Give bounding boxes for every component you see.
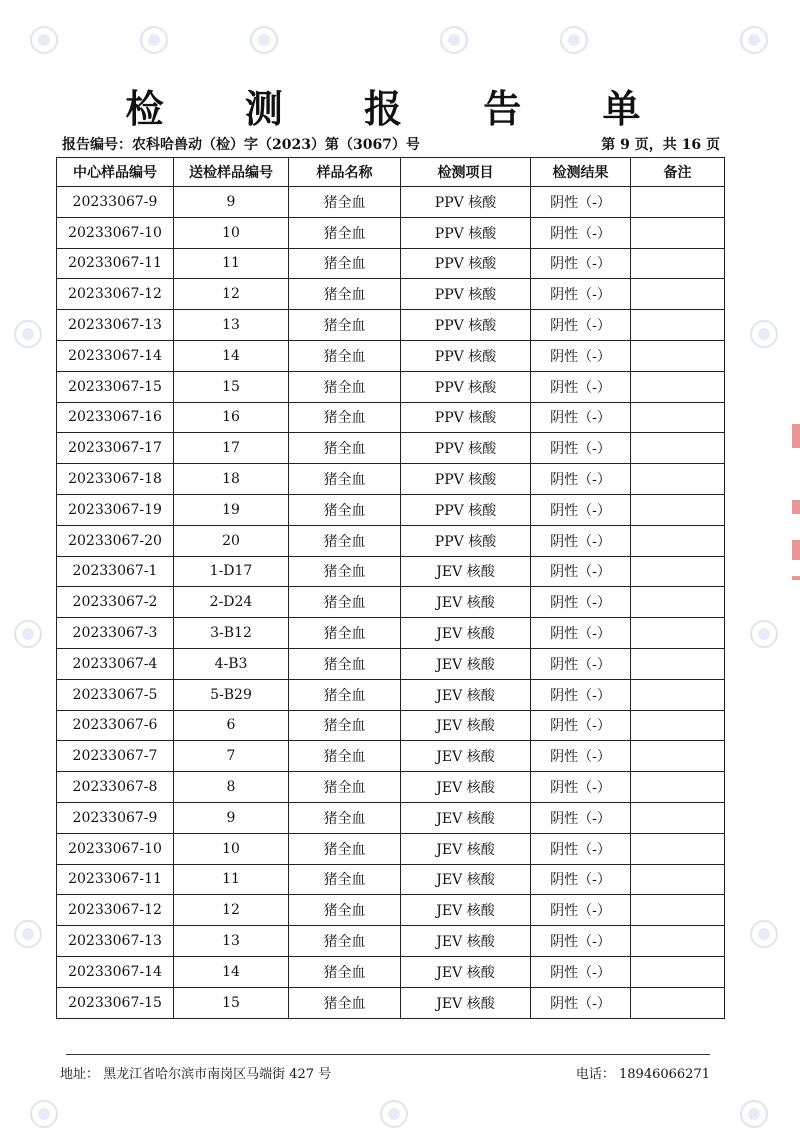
cell-test-result: 阴性（-）	[531, 217, 631, 248]
cell-test-item: JEV 核酸	[401, 710, 531, 741]
cell-remarks	[631, 895, 725, 926]
cell-submitted-sample-no: 13	[174, 310, 289, 341]
cell-test-result: 阴性（-）	[531, 248, 631, 279]
cell-remarks	[631, 926, 725, 957]
table-row	[57, 956, 725, 987]
cell-center-sample-no: 20233067-9	[57, 187, 174, 218]
cell-test-result: 阴性（-）	[531, 464, 631, 495]
cell-submitted-sample-no: 16	[174, 402, 289, 433]
cell-center-sample-no: 20233067-18	[57, 464, 174, 495]
table-row	[57, 833, 725, 864]
cell-remarks	[631, 310, 725, 341]
cell-submitted-sample-no: 20	[174, 525, 289, 556]
cell-submitted-sample-no: 19	[174, 494, 289, 525]
cell-sample-name: 猪全血	[289, 833, 401, 864]
cell-sample-name: 猪全血	[289, 402, 401, 433]
cell-sample-name: 猪全血	[289, 217, 401, 248]
watermark-logo-icon	[140, 26, 168, 54]
watermark-logo-icon	[740, 1100, 768, 1128]
header-center-sample-no: 中心样品编号	[57, 158, 174, 187]
cell-test-result: 阴性（-）	[531, 310, 631, 341]
cell-remarks	[631, 833, 725, 864]
cell-center-sample-no: 20233067-3	[57, 618, 174, 649]
cell-remarks	[631, 587, 725, 618]
table-row	[57, 340, 725, 371]
cell-center-sample-no: 20233067-8	[57, 772, 174, 803]
watermark-logo-icon	[14, 320, 42, 348]
cell-remarks	[631, 802, 725, 833]
cell-sample-name: 猪全血	[289, 648, 401, 679]
table-row	[57, 987, 725, 1018]
cell-test-item: JEV 核酸	[401, 587, 531, 618]
cell-test-result: 阴性（-）	[531, 618, 631, 649]
cell-sample-name: 猪全血	[289, 494, 401, 525]
table-row	[57, 279, 725, 310]
cell-test-item: PPV 核酸	[401, 494, 531, 525]
table-row	[57, 710, 725, 741]
cell-sample-name: 猪全血	[289, 895, 401, 926]
cell-test-item: PPV 核酸	[401, 371, 531, 402]
cell-test-item: JEV 核酸	[401, 956, 531, 987]
cell-submitted-sample-no: 18	[174, 464, 289, 495]
cell-remarks	[631, 494, 725, 525]
table-header-row	[57, 158, 725, 187]
cell-center-sample-no: 20233067-5	[57, 679, 174, 710]
cell-test-result: 阴性（-）	[531, 956, 631, 987]
header-remarks: 备注	[631, 158, 725, 187]
table-row	[57, 371, 725, 402]
cell-test-item: JEV 核酸	[401, 556, 531, 587]
cell-test-result: 阴性（-）	[531, 833, 631, 864]
watermark-logo-icon	[740, 26, 768, 54]
cell-submitted-sample-no: 17	[174, 433, 289, 464]
cell-sample-name: 猪全血	[289, 926, 401, 957]
cell-remarks	[631, 248, 725, 279]
cell-sample-name: 猪全血	[289, 679, 401, 710]
cell-test-item: PPV 核酸	[401, 402, 531, 433]
cell-center-sample-no: 20233067-2	[57, 587, 174, 618]
cell-center-sample-no: 20233067-13	[57, 926, 174, 957]
footer-divider	[66, 1054, 710, 1055]
cell-submitted-sample-no: 15	[174, 987, 289, 1018]
cell-sample-name: 猪全血	[289, 310, 401, 341]
cell-sample-name: 猪全血	[289, 587, 401, 618]
cell-sample-name: 猪全血	[289, 187, 401, 218]
cell-center-sample-no: 20233067-10	[57, 833, 174, 864]
cell-test-item: PPV 核酸	[401, 340, 531, 371]
cell-test-item: JEV 核酸	[401, 895, 531, 926]
cell-submitted-sample-no: 3-B12	[174, 618, 289, 649]
cell-remarks	[631, 679, 725, 710]
cell-test-item: PPV 核酸	[401, 433, 531, 464]
cell-test-item: PPV 核酸	[401, 248, 531, 279]
cell-center-sample-no: 20233067-7	[57, 741, 174, 772]
table-row	[57, 926, 725, 957]
seal-edge-mark	[792, 424, 800, 448]
cell-center-sample-no: 20233067-15	[57, 987, 174, 1018]
cell-submitted-sample-no: 9	[174, 802, 289, 833]
cell-test-item: JEV 核酸	[401, 926, 531, 957]
cell-submitted-sample-no: 11	[174, 248, 289, 279]
header-sample-name: 样品名称	[289, 158, 401, 187]
cell-test-item: PPV 核酸	[401, 217, 531, 248]
table-row	[57, 433, 725, 464]
cell-center-sample-no: 20233067-1	[57, 556, 174, 587]
cell-sample-name: 猪全血	[289, 772, 401, 803]
table-row	[57, 802, 725, 833]
table-row	[57, 587, 725, 618]
cell-sample-name: 猪全血	[289, 279, 401, 310]
cell-sample-name: 猪全血	[289, 248, 401, 279]
watermark-logo-icon	[380, 1100, 408, 1128]
cell-test-result: 阴性（-）	[531, 679, 631, 710]
cell-test-item: JEV 核酸	[401, 679, 531, 710]
cell-remarks	[631, 279, 725, 310]
cell-submitted-sample-no: 14	[174, 956, 289, 987]
cell-sample-name: 猪全血	[289, 864, 401, 895]
cell-remarks	[631, 864, 725, 895]
table-row	[57, 525, 725, 556]
cell-submitted-sample-no: 9	[174, 187, 289, 218]
results-table	[56, 157, 725, 1019]
cell-remarks	[631, 710, 725, 741]
cell-submitted-sample-no: 4-B3	[174, 648, 289, 679]
header-test-item: 检测项目	[401, 158, 531, 187]
watermark-logo-icon	[30, 26, 58, 54]
cell-center-sample-no: 20233067-17	[57, 433, 174, 464]
watermark-logo-icon	[30, 1100, 58, 1128]
cell-sample-name: 猪全血	[289, 464, 401, 495]
cell-sample-name: 猪全血	[289, 340, 401, 371]
cell-test-result: 阴性（-）	[531, 772, 631, 803]
cell-test-item: JEV 核酸	[401, 741, 531, 772]
cell-remarks	[631, 525, 725, 556]
seal-edge-mark	[792, 500, 800, 514]
cell-test-result: 阴性（-）	[531, 648, 631, 679]
cell-center-sample-no: 20233067-15	[57, 371, 174, 402]
cell-test-result: 阴性（-）	[531, 587, 631, 618]
cell-remarks	[631, 433, 725, 464]
header-submitted-sample-no: 送检样品编号	[174, 158, 289, 187]
cell-sample-name: 猪全血	[289, 956, 401, 987]
cell-remarks	[631, 402, 725, 433]
table-row	[57, 895, 725, 926]
cell-submitted-sample-no: 2-D24	[174, 587, 289, 618]
cell-test-item: JEV 核酸	[401, 802, 531, 833]
table-row	[57, 402, 725, 433]
table-body	[57, 187, 725, 1019]
cell-test-result: 阴性（-）	[531, 987, 631, 1018]
page-title: 检 测 报 告 单	[125, 86, 675, 131]
cell-center-sample-no: 20233067-13	[57, 310, 174, 341]
cell-center-sample-no: 20233067-14	[57, 340, 174, 371]
cell-test-item: JEV 核酸	[401, 833, 531, 864]
table-row	[57, 464, 725, 495]
cell-center-sample-no: 20233067-16	[57, 402, 174, 433]
table-row	[57, 310, 725, 341]
cell-submitted-sample-no: 10	[174, 833, 289, 864]
cell-test-item: JEV 核酸	[401, 987, 531, 1018]
cell-test-item: JEV 核酸	[401, 864, 531, 895]
table-row	[57, 187, 725, 218]
cell-remarks	[631, 217, 725, 248]
cell-sample-name: 猪全血	[289, 802, 401, 833]
cell-submitted-sample-no: 8	[174, 772, 289, 803]
cell-test-result: 阴性（-）	[531, 402, 631, 433]
cell-test-result: 阴性（-）	[531, 895, 631, 926]
cell-center-sample-no: 20233067-11	[57, 248, 174, 279]
cell-test-result: 阴性（-）	[531, 187, 631, 218]
cell-test-item: PPV 核酸	[401, 464, 531, 495]
cell-submitted-sample-no: 5-B29	[174, 679, 289, 710]
cell-sample-name: 猪全血	[289, 433, 401, 464]
watermark-logo-icon	[560, 26, 588, 54]
table-row	[57, 772, 725, 803]
cell-test-item: PPV 核酸	[401, 525, 531, 556]
seal-edge-mark	[792, 540, 800, 560]
cell-remarks	[631, 956, 725, 987]
cell-test-item: PPV 核酸	[401, 187, 531, 218]
table-row	[57, 648, 725, 679]
cell-remarks	[631, 648, 725, 679]
cell-submitted-sample-no: 13	[174, 926, 289, 957]
cell-center-sample-no: 20233067-4	[57, 648, 174, 679]
cell-sample-name: 猪全血	[289, 741, 401, 772]
cell-test-result: 阴性（-）	[531, 741, 631, 772]
cell-submitted-sample-no: 1-D17	[174, 556, 289, 587]
cell-sample-name: 猪全血	[289, 987, 401, 1018]
cell-sample-name: 猪全血	[289, 371, 401, 402]
footer-phone: 电话： 18946066271	[575, 1067, 710, 1082]
watermark-logo-icon	[14, 920, 42, 948]
cell-center-sample-no: 20233067-6	[57, 710, 174, 741]
cell-sample-name: 猪全血	[289, 710, 401, 741]
cell-test-item: JEV 核酸	[401, 772, 531, 803]
cell-remarks	[631, 987, 725, 1018]
cell-test-result: 阴性（-）	[531, 926, 631, 957]
cell-center-sample-no: 20233067-11	[57, 864, 174, 895]
cell-test-result: 阴性（-）	[531, 802, 631, 833]
cell-remarks	[631, 741, 725, 772]
cell-test-result: 阴性（-）	[531, 433, 631, 464]
cell-test-item: JEV 核酸	[401, 618, 531, 649]
watermark-logo-icon	[750, 620, 778, 648]
cell-center-sample-no: 20233067-10	[57, 217, 174, 248]
table-row	[57, 556, 725, 587]
cell-remarks	[631, 371, 725, 402]
cell-test-result: 阴性（-）	[531, 710, 631, 741]
table-row	[57, 494, 725, 525]
cell-submitted-sample-no: 12	[174, 279, 289, 310]
seal-edge-mark	[792, 576, 800, 580]
cell-submitted-sample-no: 14	[174, 340, 289, 371]
watermark-logo-icon	[750, 320, 778, 348]
report-number: 报告编号：农科哈兽动（检）字（2023）第（3067）号	[62, 137, 420, 153]
cell-test-item: PPV 核酸	[401, 279, 531, 310]
cell-submitted-sample-no: 15	[174, 371, 289, 402]
cell-test-result: 阴性（-）	[531, 556, 631, 587]
cell-sample-name: 猪全血	[289, 618, 401, 649]
cell-remarks	[631, 187, 725, 218]
watermark-logo-icon	[14, 620, 42, 648]
cell-test-item: PPV 核酸	[401, 310, 531, 341]
table-row	[57, 679, 725, 710]
table-row	[57, 217, 725, 248]
cell-test-result: 阴性（-）	[531, 279, 631, 310]
cell-remarks	[631, 464, 725, 495]
cell-submitted-sample-no: 10	[174, 217, 289, 248]
cell-submitted-sample-no: 7	[174, 741, 289, 772]
cell-sample-name: 猪全血	[289, 525, 401, 556]
cell-remarks	[631, 340, 725, 371]
table-row	[57, 864, 725, 895]
page-indicator: 第 9 页，共 16 页	[601, 137, 720, 153]
cell-test-result: 阴性（-）	[531, 371, 631, 402]
watermark-logo-icon	[750, 920, 778, 948]
table-row	[57, 248, 725, 279]
cell-center-sample-no: 20233067-9	[57, 802, 174, 833]
cell-test-result: 阴性（-）	[531, 340, 631, 371]
cell-submitted-sample-no: 12	[174, 895, 289, 926]
watermark-logo-icon	[250, 26, 278, 54]
cell-submitted-sample-no: 6	[174, 710, 289, 741]
cell-test-result: 阴性（-）	[531, 864, 631, 895]
cell-submitted-sample-no: 11	[174, 864, 289, 895]
cell-test-result: 阴性（-）	[531, 494, 631, 525]
cell-sample-name: 猪全血	[289, 556, 401, 587]
footer-address: 地址： 黑龙江省哈尔滨市南岗区马端街 427 号	[60, 1067, 332, 1082]
table-row	[57, 741, 725, 772]
cell-remarks	[631, 556, 725, 587]
cell-center-sample-no: 20233067-12	[57, 279, 174, 310]
cell-center-sample-no: 20233067-12	[57, 895, 174, 926]
watermark-logo-icon	[440, 26, 468, 54]
table-row	[57, 618, 725, 649]
cell-test-result: 阴性（-）	[531, 525, 631, 556]
cell-center-sample-no: 20233067-14	[57, 956, 174, 987]
header-test-result: 检测结果	[531, 158, 631, 187]
cell-center-sample-no: 20233067-20	[57, 525, 174, 556]
cell-test-item: JEV 核酸	[401, 648, 531, 679]
cell-remarks	[631, 772, 725, 803]
cell-remarks	[631, 618, 725, 649]
cell-center-sample-no: 20233067-19	[57, 494, 174, 525]
